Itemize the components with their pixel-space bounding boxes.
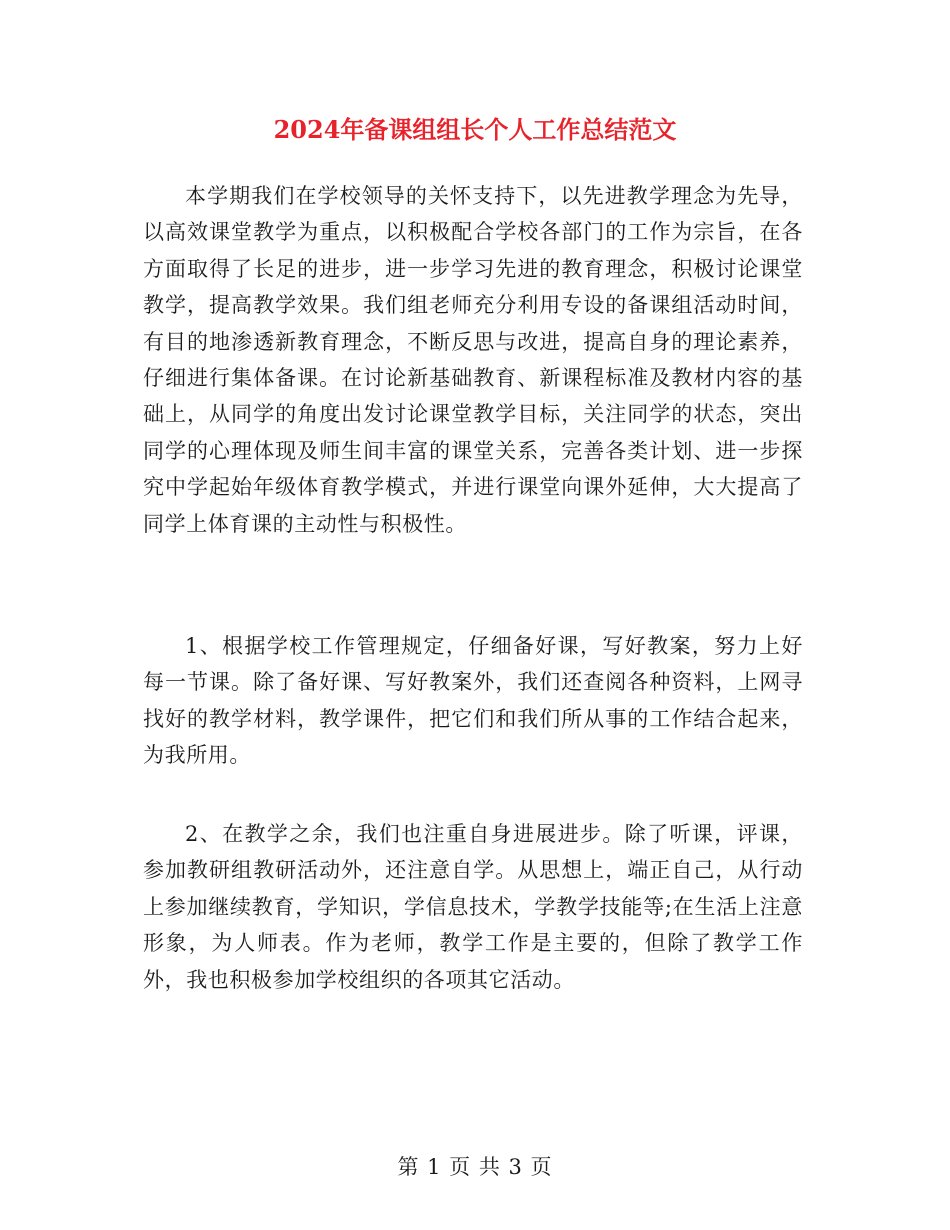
document-title: 2024年备课组组长个人工作总结范文 [273, 115, 677, 144]
page-number-footer: 第 1 页 共 3 页 [397, 1155, 553, 1179]
paragraph-intro: 本学期我们在学校领导的关怀支持下，以先进教学理念为先导，以高效课堂教学为重点，以积极配合学校各部门的工作为宗旨，在各方面取得了长足的进步，进一步学习先进的教育理念，积极讨论课堂教学，提高教学效果。我们组老师充分利用专设的备课组活动时间，有目的地渗透新教育理念，不断反思与改进，提高自身的理论素养，仔细进行集体备课。在讨论新基础教育、新课程标准及教材内容的基础上，从同学的角度出发讨论课堂教学目标，关注同学的状态，突出同学的心理体现及师生间丰富的课堂关系，完善各类计划、进一步探究中学起始年级体育教学模式，并进行课堂向课外延伸，大大提高了同学上体育课的主动性与积极性。 [143, 184, 803, 536]
paragraph-item-1: 1、根据学校工作管理规定，仔细备好课，写好教案，努力上好每一节课。除了备好课、写好教案外，我们还查阅各种资料，上网寻找好的教学材料，教学课件，把它们和我们所从事的工作结合起来，为我所用。 [143, 634, 803, 768]
paragraph-item-2: 2、在教学之余，我们也注重自身进展进步。除了听课，评课，参加教研组教研活动外，还注意自学。从思想上，端正自己，从行动上参加继续教育，学知识，学信息技术，学教学技能等;在生活上注意形象，为人师表。作为老师，教学工作是主要的，但除了教学工作外，我也积极参加学校组织的各项其它活动。 [143, 822, 803, 992]
